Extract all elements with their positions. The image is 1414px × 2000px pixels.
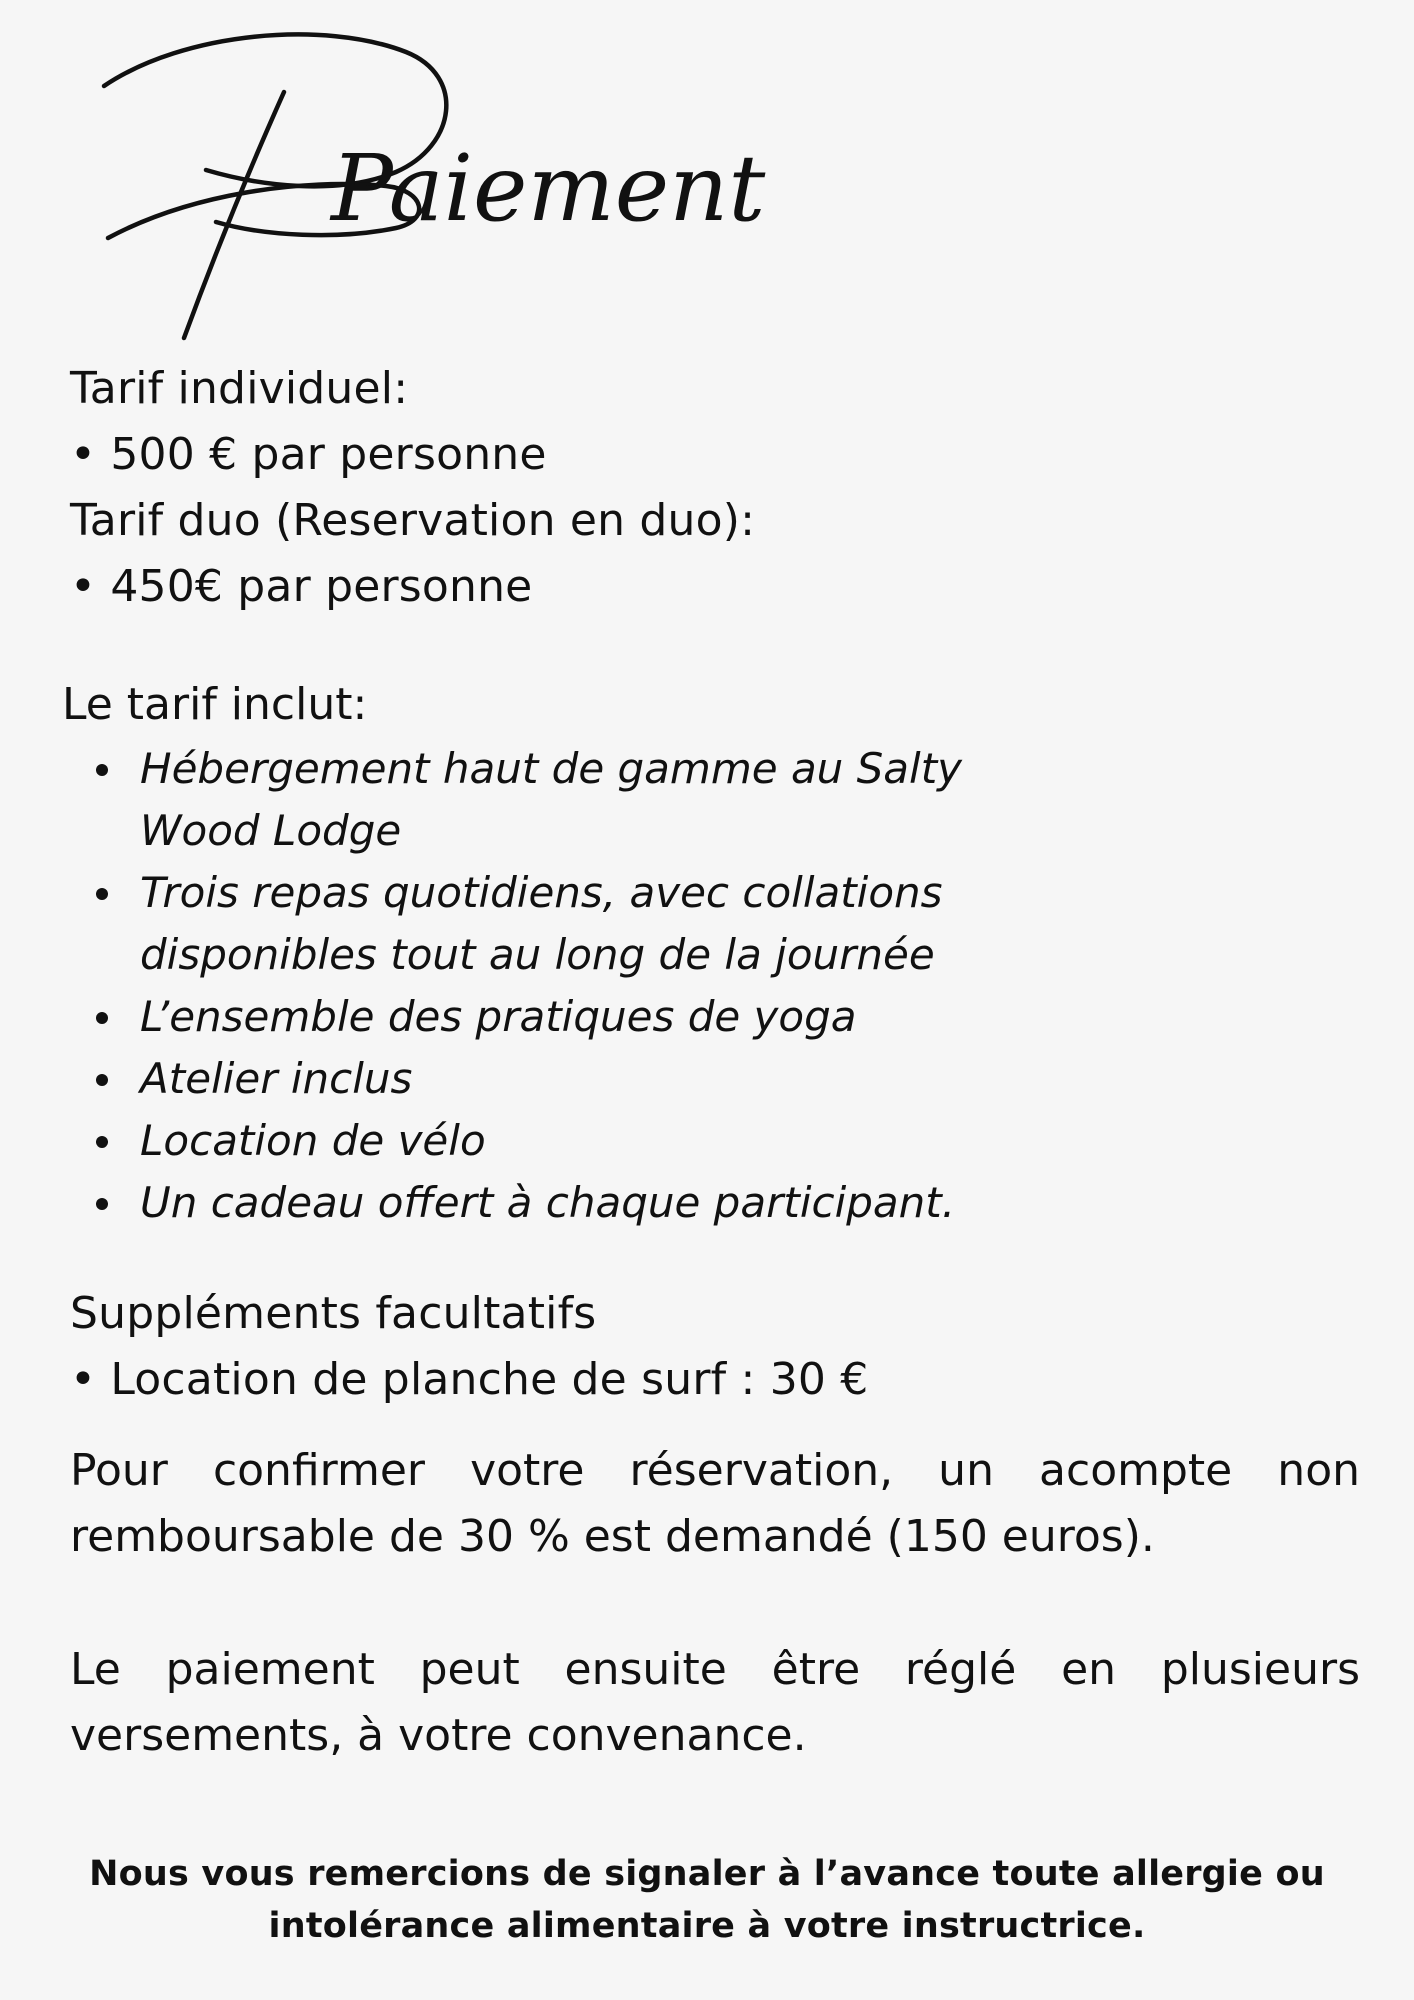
page-title-script — [96, 24, 766, 344]
included-item: Trois repas quotidiens, avec collations disponibles tout au long de la journée — [62, 862, 1082, 986]
duo-rate-label: Tarif duo (Reservation en duo): — [70, 495, 756, 546]
individual-rate-label: Tarif individuel: — [70, 363, 409, 414]
duo-rate-price: • 450€ par personne — [70, 561, 533, 612]
pricing-section — [70, 356, 1359, 620]
included-item: Un cadeau offert à chaque participant. — [62, 1172, 1082, 1234]
allergy-note-line-2: intolérance alimentaire à votre instructrice. — [268, 1906, 1146, 1946]
supplements-heading: Suppléments facultatifs — [70, 1288, 597, 1339]
included-items-heading: Le tarif inclut: — [62, 679, 368, 730]
paiement-script-title — [96, 24, 766, 344]
supplement-item: • Location de planche de surf : 30 € — [70, 1354, 869, 1405]
included-item: Location de vélo — [62, 1110, 1082, 1172]
deposit-paragraph: Pour confirmer votre réservation, un acompte non remboursable de 30 % est demandé (150 euros). — [70, 1445, 1360, 1562]
included-items-section — [62, 672, 1082, 1234]
included-item: L’ensemble des pratiques de yoga — [62, 986, 1082, 1048]
allergy-note-line-1: Nous vous remercions de signaler à l’avance toute allergie ou — [89, 1854, 1325, 1894]
included-item: Atelier inclus — [62, 1048, 1082, 1110]
included-item: Hébergement haut de gamme au Salty Wood Lodge — [62, 738, 1082, 862]
individual-rate-price: • 500 € par personne — [70, 429, 547, 480]
page-title-text: Paiement — [331, 135, 766, 242]
included-items-list — [62, 738, 1082, 1234]
payment-paragraph: Le paiement peut ensuite être réglé en plusieurs versements, à votre convenance. — [70, 1644, 1360, 1761]
allergy-note — [70, 1848, 1344, 1952]
supplements-section — [70, 1281, 1359, 1413]
